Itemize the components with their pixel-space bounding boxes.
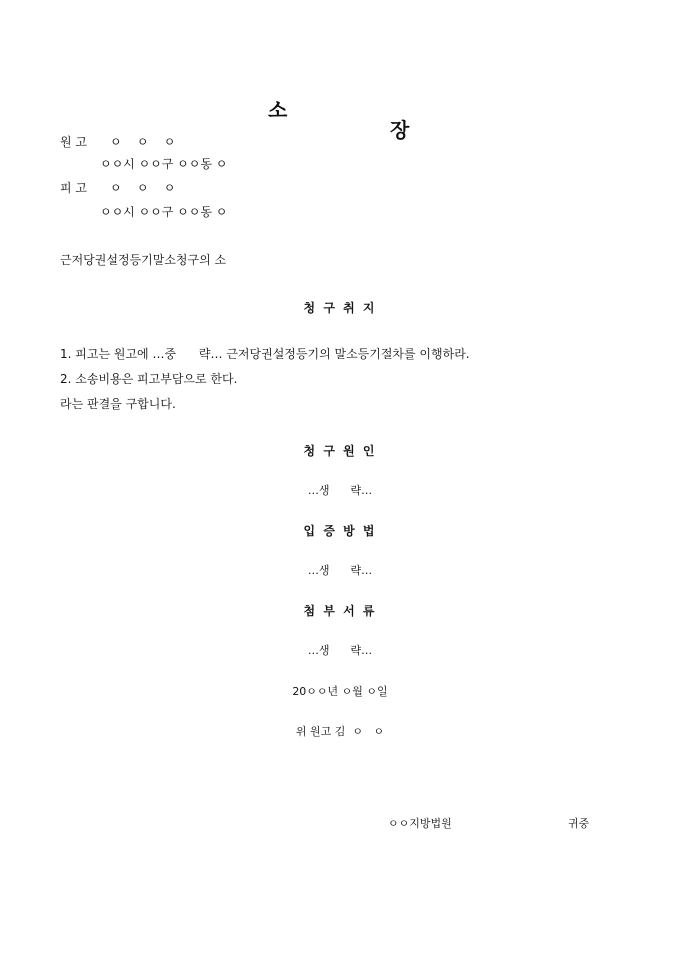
title-char-1: 소	[268, 98, 288, 122]
plaintiff-role: 원 고	[60, 135, 87, 149]
court-name: ㅇㅇ지방법원	[388, 817, 452, 830]
claim-cause-content: …생 략…	[307, 484, 373, 497]
plaintiff-address: ㅇㅇ시 ㅇㅇ구 ㅇㅇ동 ㅇ	[100, 157, 228, 171]
attachments-content: …생 략…	[307, 644, 373, 657]
claim-purpose-heading: 청 구 취 지	[303, 301, 377, 315]
evidence-heading: 입 증 방 법	[303, 524, 377, 538]
document-title	[0, 80, 680, 140]
plaintiff-signature: 위 원고 김 ㅇ ㅇ	[295, 725, 385, 738]
evidence-content: …생 략…	[307, 564, 373, 577]
court-addressee: 귀중	[568, 817, 590, 830]
filing-date: 20ㅇㅇ년 ㅇ월 ㅇ일	[292, 685, 388, 698]
attachments-heading: 첨 부 서 류	[303, 604, 377, 618]
plaintiff-name: ㅇ ㅇ ㅇ	[110, 135, 176, 149]
claim-cause-heading: 청 구 원 인	[303, 444, 377, 458]
defendant-address: ㅇㅇ시 ㅇㅇ구 ㅇㅇ동 ㅇ	[100, 205, 228, 219]
title-char-2: 장	[390, 118, 410, 142]
defendant-role: 피 고	[60, 181, 87, 195]
claim-purpose-line-1: 1. 피고는 원고에 …중 략… 근저당권설정등기의 말소등기절차를 이행하라.	[60, 347, 470, 361]
defendant-name: ㅇ ㅇ ㅇ	[110, 181, 176, 195]
claim-purpose-line-3: 라는 판결을 구합니다.	[60, 397, 176, 411]
claim-purpose-line-2: 2. 소송비용은 피고부담으로 한다.	[60, 372, 238, 386]
case-name: 근저당권설정등기말소청구의 소	[60, 253, 227, 267]
